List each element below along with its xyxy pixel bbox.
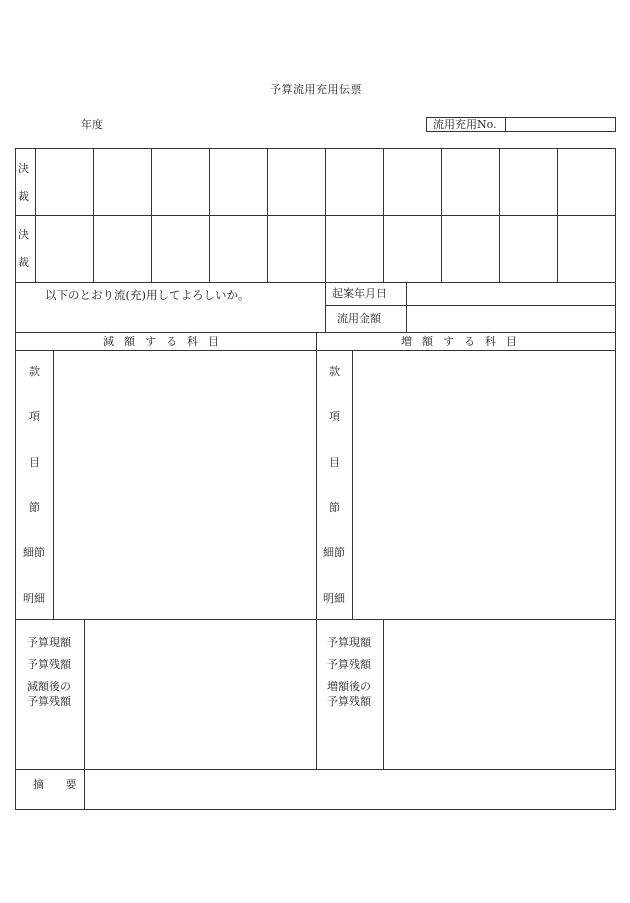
center-divider (316, 332, 317, 770)
approval-col-line (557, 148, 558, 282)
approval-col-line (151, 148, 152, 282)
increase-after-label: 予算残額 (327, 695, 371, 708)
increase-category-label: 細節 (323, 546, 345, 559)
increase-category-label: 項 (329, 410, 340, 423)
approval-label-col (35, 148, 36, 282)
approval-label: 裁 (18, 190, 29, 203)
decrease-category-label: 細節 (23, 546, 45, 559)
decrease-after-label: 減額後の (27, 680, 71, 693)
request-statement: 以下のとおり流(充)用してよろしいか。 (45, 288, 250, 302)
amount-input[interactable] (407, 306, 615, 331)
decrease-budget-input[interactable] (85, 620, 315, 768)
decrease-budget-current: 予算現額 (27, 636, 71, 649)
increase-budget-remaining: 予算残額 (327, 658, 371, 671)
increase-after-label: 増額後の (327, 680, 371, 693)
decrease-category-label: 款 (29, 365, 40, 378)
approval-col-line (209, 148, 210, 282)
decrease-category-input[interactable] (54, 351, 315, 618)
request-divider (325, 282, 326, 332)
approval-col-line (383, 148, 384, 282)
approval-col-line (441, 148, 442, 282)
decrease-after-label: 予算残額 (27, 695, 71, 708)
decrease-category-label: 節 (29, 501, 40, 514)
draft-date-input[interactable] (407, 283, 615, 304)
summary-input[interactable] (85, 770, 615, 809)
summary-label: 摘 要 (33, 778, 86, 791)
decrease-category-label: 項 (29, 410, 40, 423)
number-input[interactable] (506, 118, 615, 131)
fiscal-year-label: 年度 (81, 118, 103, 131)
increase-budget-current: 予算現額 (327, 636, 371, 649)
decrease-category-label: 明細 (23, 592, 45, 605)
increase-heading: 増額する科目 (401, 335, 527, 348)
increase-budget-input[interactable] (384, 620, 615, 768)
increase-category-label: 節 (329, 501, 340, 514)
increase-category-label: 明細 (323, 592, 345, 605)
increase-category-label: 款 (329, 365, 340, 378)
increase-category-label: 目 (329, 456, 340, 469)
draft-date-label: 起案年月日 (332, 287, 387, 300)
approval-label: 決 (18, 228, 29, 241)
approval-label: 決 (18, 162, 29, 175)
amount-label: 流用金額 (337, 312, 381, 325)
approval-row-divider (15, 215, 616, 216)
approval-col-line (93, 148, 94, 282)
page-title: 予算流用充用伝票 (270, 83, 362, 96)
increase-category-input[interactable] (353, 351, 615, 618)
approval-label: 裁 (18, 256, 29, 269)
approval-col-line (499, 148, 500, 282)
approval-col-line (267, 148, 268, 282)
number-label: 流用充用No. (433, 118, 497, 131)
decrease-heading: 減額する科目 (103, 335, 229, 348)
decrease-category-label: 目 (29, 456, 40, 469)
decrease-budget-remaining: 予算残額 (27, 658, 71, 671)
approval-col-line (325, 148, 326, 282)
